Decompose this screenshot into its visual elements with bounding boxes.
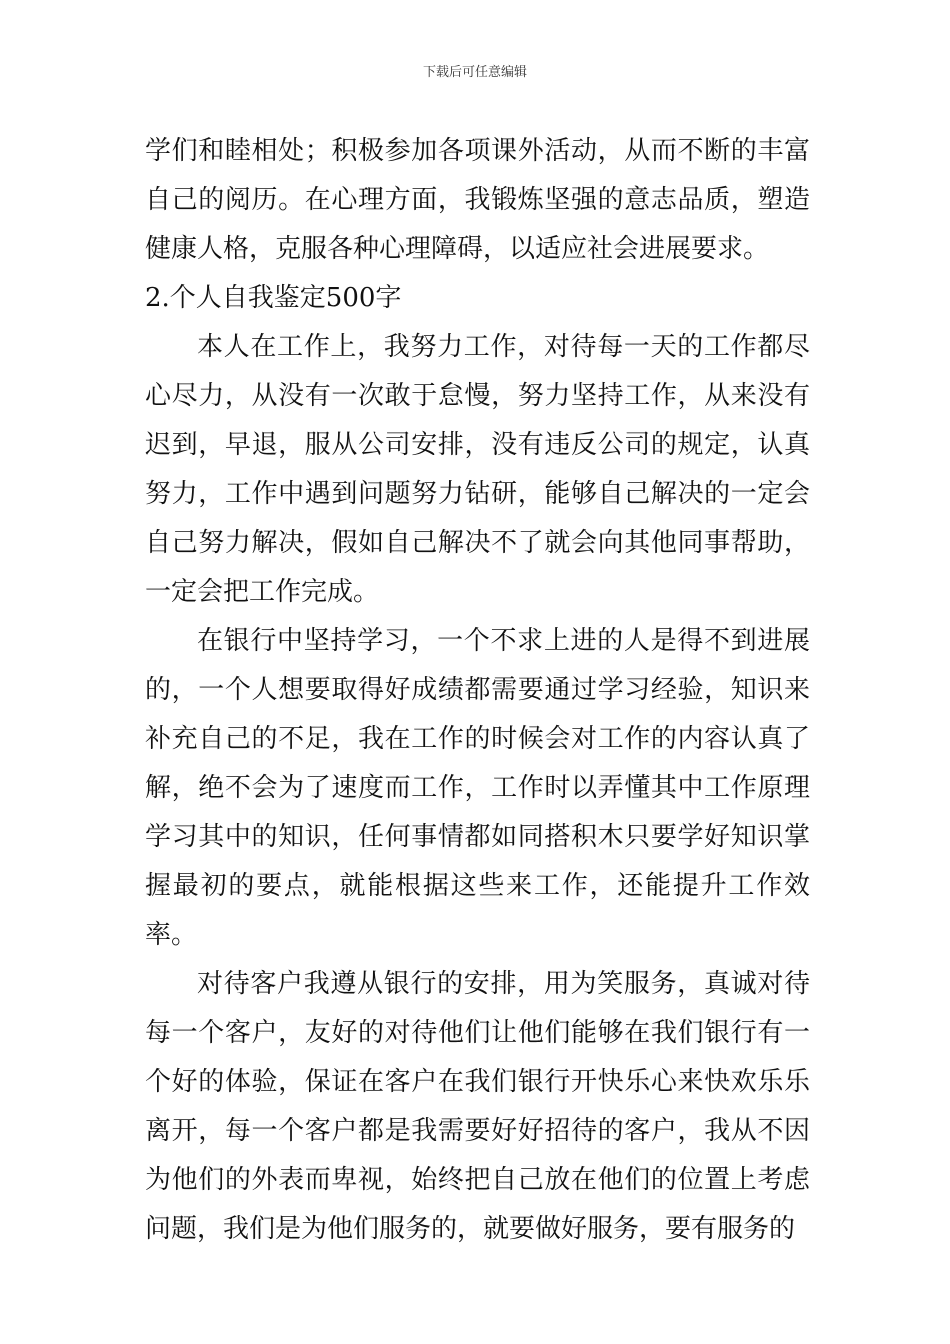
page-header: 下载后可任意编辑 — [422, 65, 527, 80]
paragraph-work-attitude: 本人在工作上，我努力工作，对待每一天的工作都尽心尽力，从没有一次敢于怠慢，努力坚持工作，从来没有迟到，早退，服从公司安排，没有违反公司的规定，认真努力，工作中遇到问题努力钻研，能够自己解决的一定会自己努力解决，假如自己解决不了就会向其他同事帮助，一定会把工作完成。 — [145, 332, 810, 607]
paragraph-learning: 在银行中坚持学习，一个不求上进的人是得不到进展的，一个人想要取得好成绩都需要通过学习经验，知识来补充自己的不足，我在工作的时候会对工作的内容认真了解，绝不会为了速度而工作，工作时以弄懂其中工作原理学习其中的知识，任何事情都如同搭积木只要学好知识掌握最初的要点，就能根据这些来工作，还能提升工作效率。 — [145, 626, 810, 950]
document-body — [145, 127, 810, 1254]
paragraph-customer-service: 对待客户我遵从银行的安排，用为笑服务，真诚对待每一个客户，友好的对待他们让他们能够在我们银行有一个好的体验，保证在客户在我们银行开快乐心来快欢乐乐离开，每一个客户都是我需要好好招待的客户，我从不因为他们的外表而卑视，始终把自己放在他们的位置上考虑问题，我们是为他们服务的，就要做好服务，要有服务的 — [145, 969, 810, 1244]
continued-paragraph: 学们和睦相处；积极参加各项课外活动，从而不断的丰富自己的阅历。在心理方面，我锻炼坚强的意志品质，塑造健康人格，克服各种心理障碍，以适应社会进展要求。 — [145, 136, 810, 264]
section-heading: 2.个人自我鉴定500字 — [145, 283, 402, 313]
